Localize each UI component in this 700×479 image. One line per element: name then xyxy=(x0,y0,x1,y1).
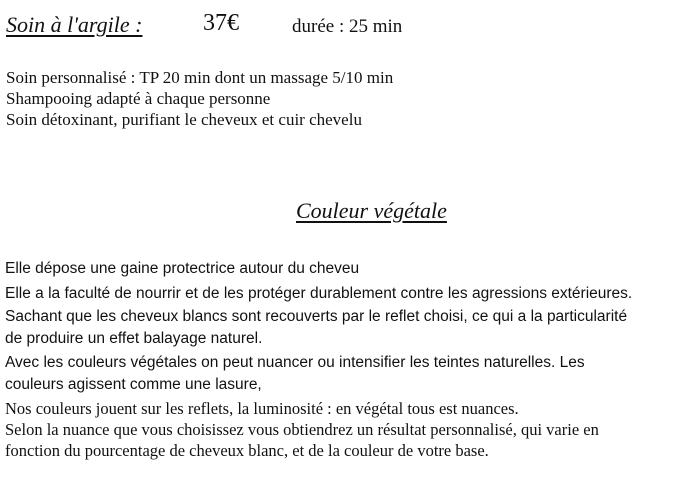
section-title-clay-treatment: Soin à l'argile : xyxy=(6,12,143,37)
treatment-line: Soin détoxinant, purifiant le cheveux et cuir chevelu xyxy=(6,110,362,129)
description-line: couleurs agissent comme une lasure, xyxy=(5,376,262,393)
description-line: Elle a la faculté de nourrir et de les protéger durablement contre les agressions extérieures. xyxy=(5,285,633,302)
description-line: Nos couleurs jouent sur les reflets, la luminosité : en végétal tous est nuances. xyxy=(5,399,519,418)
section-title-vegetable-color: Couleur végétale xyxy=(296,198,447,223)
price-label: 37€ xyxy=(203,10,239,36)
duration-label: durée : 25 min xyxy=(292,16,403,37)
treatment-line: Shampooing adapté à chaque personne xyxy=(6,89,271,108)
description-line: Elle dépose une gaine protectrice autour du cheveu xyxy=(5,260,360,277)
description-line: Avec les couleurs végétales on peut nuancer ou intensifier les teintes naturelles. Les xyxy=(5,354,585,371)
description-line: Selon la nuance que vous choisissez vous obtiendrez un résultat personnalisé, qui varie en xyxy=(5,420,599,439)
description-line: Sachant que les cheveux blancs sont recouverts par le reflet choisi, ce qui a la particularité xyxy=(5,308,628,325)
description-line: fonction du pourcentage de cheveux blanc, et de la couleur de votre base. xyxy=(5,441,489,460)
treatment-line: Soin personnalisé : TP 20 min dont un massage 5/10 min xyxy=(6,68,394,87)
description-line: de produire un effet balayage naturel. xyxy=(5,330,263,347)
